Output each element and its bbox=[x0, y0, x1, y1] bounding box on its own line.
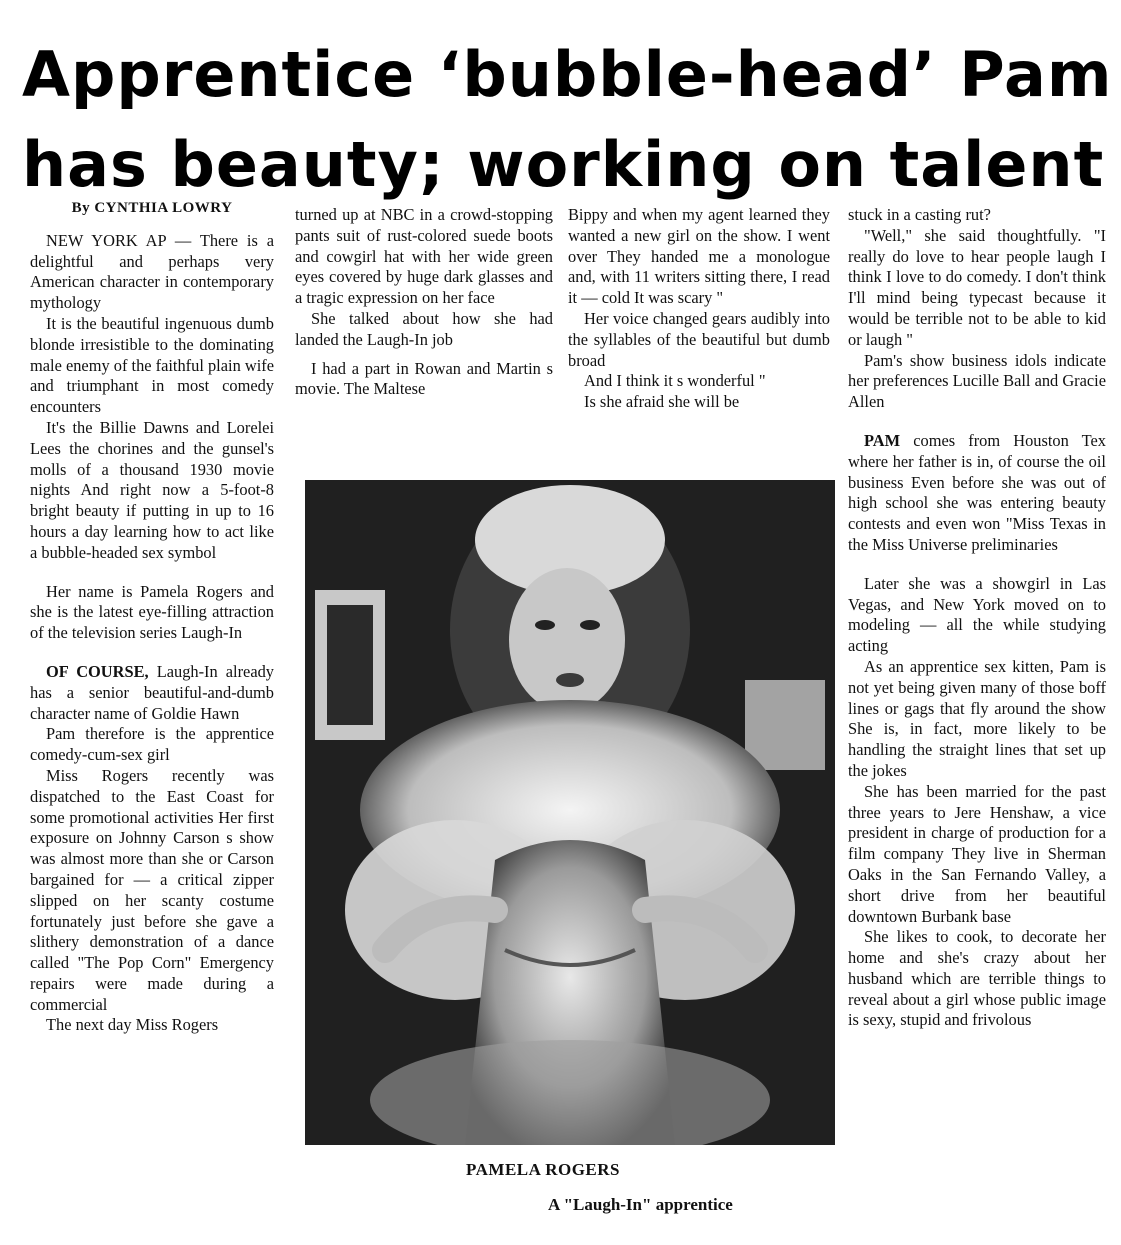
paragraph bbox=[30, 662, 274, 724]
paragraph: NEW YORK AP — There is a delightful and perhaps very American character in contemporary mythology bbox=[30, 230, 274, 313]
paragraph: stuck in a casting rut? bbox=[848, 205, 991, 224]
paragraph: Pam's show business idols indicate her preferences Lucille Ball and Gracie Allen bbox=[848, 350, 1107, 412]
paragraph: And I think it s wonderful " bbox=[584, 371, 766, 391]
article-column-1 bbox=[30, 198, 274, 1036]
paragraph: "Well," she said thoughtfully. "I really do love to hear people laugh I think I love to do comedy. I don't think I'll mind being typecast because it would be terrible not to be able to kid or laugh " bbox=[848, 225, 1106, 349]
paragraph: Is she afraid she will be bbox=[584, 392, 740, 412]
article-column-2 bbox=[295, 205, 553, 400]
paragraph: Bippy and when my agent learned they wanted a new girl on the show. I went over They handed me a monologue and, with 11 writers sitting there, I read it — cold It was scary " bbox=[568, 205, 830, 308]
photo-illustration bbox=[305, 480, 835, 1145]
paragraph: Her voice changed gears audibly into the syllables of the beautiful but dumb broad bbox=[568, 308, 830, 370]
paragraph: She likes to cook, to decorate her home and she's crazy about her husband which are terrible things to reveal about a girl whose public image is sexy, stupid and frivolous bbox=[848, 927, 1106, 1030]
paragraph: She talked about how she had landed the Laugh-In job bbox=[295, 308, 553, 349]
headline-line-2: has beauty; working on talent bbox=[22, 128, 1105, 201]
paragraph-text: Laugh-In already has a senior beautiful-and-dumb character name of Goldie Hawn bbox=[30, 661, 274, 723]
paragraph bbox=[848, 431, 1106, 556]
subhead: PAM bbox=[864, 430, 901, 450]
portrait-photo bbox=[305, 480, 835, 1145]
paragraph: I had a part in Rowan and Martin s movie. The Maltese bbox=[295, 358, 553, 399]
paragraph: As an apprentice sex kitten, Pam is not yet being given many of those boff lines or gags that fly around the show She is, in fact, more likely to be handling the straight lines that set up the jokes bbox=[848, 656, 1106, 780]
paragraph-text: comes from Houston Tex where her father is in, of course the oil business Even before she was out of high school she was entering beauty contests and even won "Miss Texas in the Miss Universe preliminaries bbox=[848, 430, 1106, 554]
paragraph: It is the beautiful ingenuous dumb blonde irresistible to the dominating male enemy of the faithful plain wife and triumphant in most comedy encounters bbox=[30, 313, 274, 417]
photo-caption-subtitle: A "Laugh-In" apprentice bbox=[548, 1195, 733, 1214]
article-column-4 bbox=[848, 205, 1106, 1031]
paragraph: turned up at NBC in a crowd-stopping pants suit of rust-colored suede boots and cowgirl hat with her wide green eyes covered by huge dark glasses and a tragic expression on her face bbox=[295, 205, 553, 308]
article-column-3 bbox=[568, 205, 830, 413]
paragraph: Pam therefore is the apprentice comedy-cum-sex girl bbox=[30, 724, 274, 765]
byline: By CYNTHIA LOWRY bbox=[71, 200, 233, 216]
paragraph: She has been married for the past three years to Jere Henshaw, a vice president in charge of production for a film company They live in Sherman Oaks in the San Fernando Valley, a short drive from her beautiful downtown Burbank base bbox=[848, 781, 1106, 926]
paragraph: Later she was a showgirl in Las Vegas, and New York moved on to modeling — all the while studying acting bbox=[848, 573, 1106, 656]
headline-line-1: Apprentice ‘bubble-head’ Pam bbox=[22, 38, 1113, 111]
subhead: OF COURSE, bbox=[46, 661, 149, 681]
paragraph: It's the Billie Dawns and Lorelei Lees the chorines and the gunsel's molls of a thousand 1930 movie nights And right now a 5-foot-8 bright beauty if putting in up to 16 hours a day learning how to act like a bubble-headed sex symbol bbox=[30, 417, 274, 562]
photo-caption-name: PAMELA ROGERS bbox=[466, 1160, 621, 1179]
paragraph: Her name is Pamela Rogers and she is the latest eye-filling attraction of the television series Laugh-In bbox=[30, 581, 274, 643]
paragraph: Miss Rogers recently was dispatched to the East Coast for some promotional activities Her first exposure on Johnny Carson s show was almost more than she or Carson bargained for — a critical zipper slipped on her scanty costume fortunately just before she gave a slithery demonstration of a dance called "The Pop Corn" Emergency repairs were made during a commercial bbox=[30, 765, 274, 1014]
headline bbox=[22, 30, 1112, 210]
paragraph: The next day Miss Rogers bbox=[46, 1015, 219, 1035]
